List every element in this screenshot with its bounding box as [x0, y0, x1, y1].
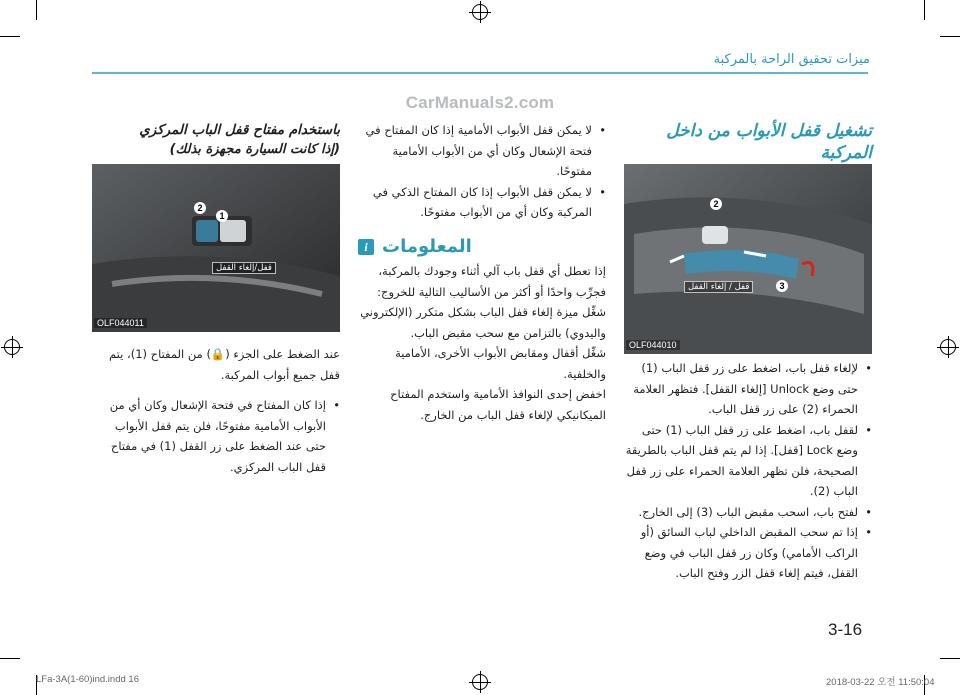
crop-mark [924, 0, 925, 20]
list-item: • لقفل باب، اضغط على زر قفل الباب (1) حتى وضع Lock [قفل]. إذا لم يتم قفل الباب بالطريقة الصحيحة، فلن تظهر العلامة الحمراء على زر قفل الباب (2). [624, 420, 872, 502]
info-title: المعلومات [382, 235, 472, 257]
crop-mark [940, 36, 960, 37]
registration-mark-icon [4, 339, 20, 355]
info-icon: i [358, 239, 374, 255]
left-column-body [92, 344, 340, 477]
watermark: CarManuals2.com [405, 93, 555, 112]
callout-2: 2 [194, 202, 206, 214]
switch-panel-illustration [92, 164, 340, 332]
crop-mark [940, 658, 960, 659]
bullet-list [624, 358, 872, 584]
page-number: 3-16 [828, 620, 863, 639]
bullet-list [358, 120, 606, 223]
info-header [358, 237, 606, 258]
photo-label: قفل/إلغاء القفل [212, 262, 276, 274]
footer-timestamp: 2018-03-22 오전 11:50:04 [826, 677, 935, 688]
callout-3: 3 [776, 280, 788, 292]
info-paragraph: إذا تعطل أي قفل باب آلي أثناء وجودك بالمركبة، فجرِّب واحدًا أو أكثر من الأساليب التالية للخروج: [377, 264, 606, 299]
registration-mark-icon [472, 4, 488, 20]
registration-mark-icon [472, 674, 488, 690]
callout-1: 1 [216, 210, 228, 222]
crop-mark [0, 36, 20, 37]
list-item: • إذا تم سحب المقبض الداخلي لباب السائق (أو الراكب الأمامي) وكان زر قفل الباب في وضع القفل، فيتم إلغاء قفل الزر وفتح الباب. [624, 522, 872, 584]
section-title: باستخدام مفتاح قفل الباب المركزي [139, 122, 340, 138]
info-paragraph: شغِّل ميزة إلغاء قفل الباب بشكل متكرر (الإلكتروني واليدوي) بالتزامن مع سحب مقبض الباب. [360, 305, 606, 340]
list-item: • إذا كان المفتاح في فتحة الإشعال وكان أي من الأبواب الأمامية مفتوحًا، فلن يتم قفل الأبواب حتى عند الضغط على زر القفل (1) في مفتاح قفل الباب المركزي. [92, 395, 340, 477]
section-subtitle: (إذا كانت السيارة مجهزة بذلك) [169, 142, 340, 157]
running-header: ميزات تحقيق الراحة بالمركبة [713, 52, 870, 67]
registration-mark-icon [940, 339, 956, 355]
section-title: تشغيل قفل الأبواب من داخل المركبة [666, 121, 872, 163]
crop-mark [36, 0, 37, 20]
photo-code: OLF044011 [94, 318, 147, 328]
door-panel-illustration [624, 164, 872, 354]
photo-label: قفل / إلغاء القفل [684, 281, 753, 293]
header-rule [92, 72, 868, 74]
info-paragraph: اخفض إحدى النوافذ الأمامية واستخدم المفتاح الميكانيكي لإلغاء قفل الباب من الخارج. [390, 387, 606, 422]
door-lock-photo [624, 164, 872, 354]
middle-column [358, 120, 606, 425]
photo-code: OLF044010 [626, 340, 680, 350]
callout-2: 2 [710, 198, 722, 210]
right-column-body [624, 358, 872, 584]
bullet-list [92, 395, 340, 477]
list-item: • لا يمكن قفل الأبواب الأمامية إذا كان المفتاح في فتحة الإشعال وكان أي من الأبواب الأمامية مفتوحًا. [358, 120, 606, 182]
central-lock-photo [92, 164, 340, 332]
crop-mark [0, 658, 20, 659]
list-item: • لإلغاء قفل باب، اضغط على زر قفل الباب (1) حتى وضع Unlock [إلغاء القفل]. فتظهر العلامة الحمراء (2) على زر قفل الباب. [624, 358, 872, 420]
left-column [92, 120, 340, 160]
list-item: • لفتح باب، اسحب مقبض الباب (3) إلى الخارج. [624, 502, 872, 523]
intro-paragraph: عند الضغط على الجزء (🔒) من المفتاح (1)، يتم قفل جميع أبواب المركبة. [109, 347, 340, 382]
list-item: • لا يمكن قفل الأبواب إذا كان المفتاح الذكي في المركبة وكان أي من الأبواب مفتوحًا. [358, 182, 606, 223]
info-paragraph: شغِّل أقفال ومقابض الأبواب الأخرى، الأمامية والخلفية. [395, 346, 606, 381]
footer-file-name: LFa-3A(1-60)ind.indd 16 [36, 674, 139, 685]
